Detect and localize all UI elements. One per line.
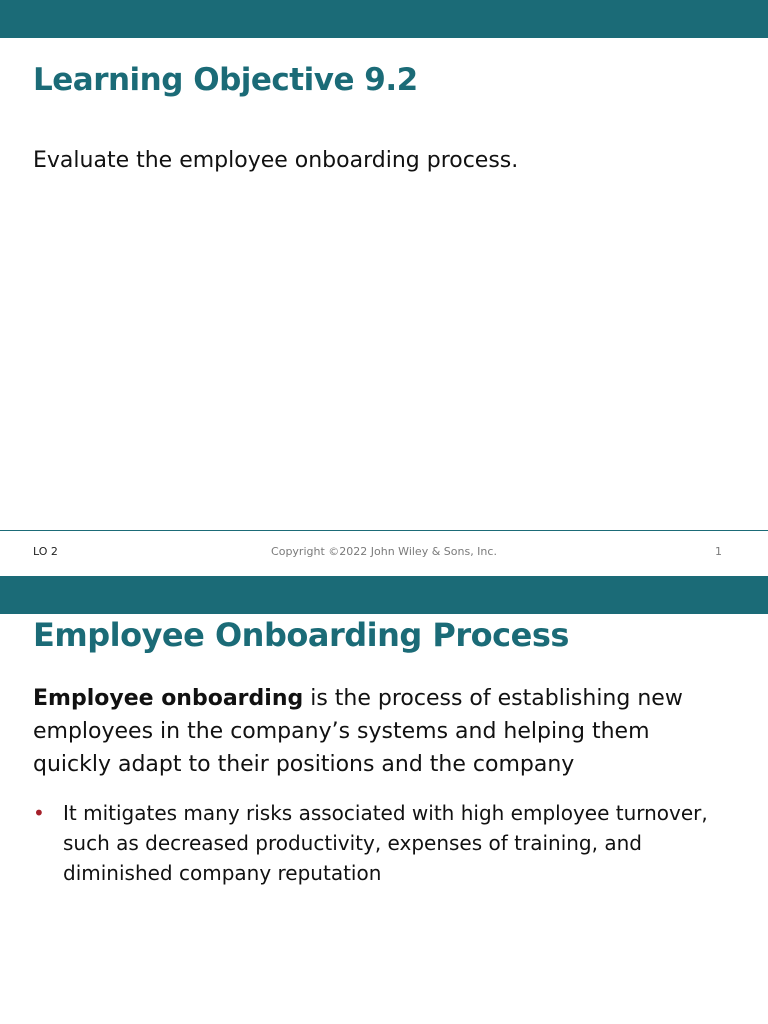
header-bar — [0, 576, 768, 614]
slide-title: Learning Objective 9.2 — [33, 62, 418, 98]
definition-paragraph — [33, 682, 733, 781]
header-bar — [0, 0, 768, 38]
bullet-text: It mitigates many risks associated with high employee turnover, such as decreased productivity, expenses of training, and diminished company reputation — [63, 801, 708, 885]
bullet-icon: • — [33, 801, 45, 825]
bullet-item — [33, 798, 733, 888]
footer-lo-label: LO 2 — [33, 545, 58, 558]
definition-text: is the process of establishing new employees in the company’s systems and helping them quickly adapt to their positions and the company — [33, 686, 683, 777]
slide-title: Employee Onboarding Process — [33, 616, 569, 654]
footer-copyright: Copyright ©2022 John Wiley & Sons, Inc. — [271, 545, 497, 558]
footer-page-number: 1 — [715, 545, 722, 558]
definition-term: Employee onboarding — [33, 686, 304, 711]
footer-divider — [0, 530, 768, 531]
slide-employee-onboarding — [0, 576, 768, 1024]
objective-text: Evaluate the employee onboarding process. — [33, 148, 519, 173]
